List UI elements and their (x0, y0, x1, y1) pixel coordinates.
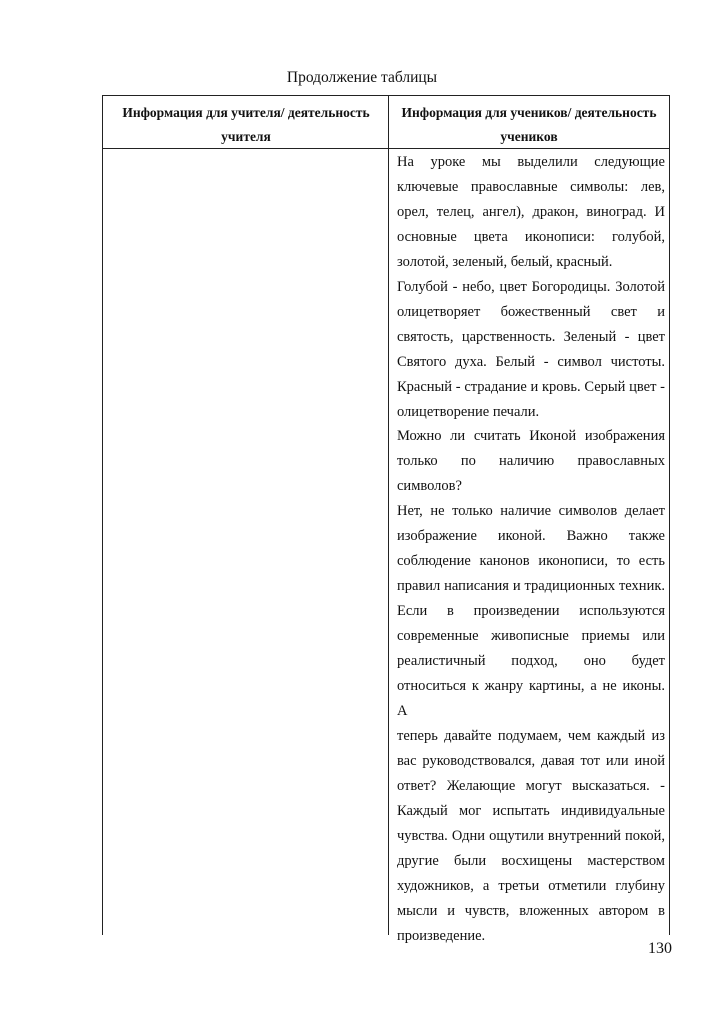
column-divider (388, 96, 389, 935)
text-line: произведение. (397, 927, 486, 944)
header-students: Информация для учеников/ деятельность учеников (401, 105, 657, 144)
text-line: Красный - страдание и кровь. Серый цвет - (397, 378, 665, 395)
text-line: чувства. Одни ощутили внутренний покой, (397, 827, 665, 844)
table-caption: Продолжение таблицы (286, 69, 438, 86)
text-line: художников, а третьи отметили глубину (397, 877, 665, 894)
text-line: современные живописные приемы или (397, 628, 665, 645)
text-line: вас руководствовался, давая тот или иной (397, 752, 665, 769)
text-line: символов? (397, 478, 462, 495)
text-line: ключевые православные символы: лев, (397, 178, 665, 195)
text-line: только по наличию православных (397, 453, 665, 470)
text-line: Каждый мог испытать индивидуальные (397, 802, 665, 819)
text-line: теперь давайте подумаем, чем каждый из (397, 727, 665, 744)
text-line: другие были восхищены мастерством (397, 852, 665, 869)
text-line: Можно ли считать Иконой изображения (397, 428, 665, 445)
text-line: изображение иконой. Важно также (397, 528, 665, 545)
text-line: реалистичный подход, оно будет (397, 653, 665, 670)
text-line: Если в произведении используются (397, 603, 665, 620)
text-line: основные цвета иконописи: голубой, (397, 228, 665, 245)
text-line: соблюдение канонов иконописи, то есть (397, 553, 665, 570)
text-line: святость, царственность. Зеленый - цвет (397, 328, 665, 345)
text-line: олицетворение печали. (397, 403, 540, 420)
text-line: орел, телец, ангел), дракон, виноград. И (397, 203, 665, 220)
table-header-row (103, 96, 669, 149)
text-line: На уроке мы выделили следующие (397, 154, 665, 170)
text-line: правил написания и традиционных техник. (397, 578, 665, 595)
text-line: олицетворяет божественный свет и (397, 303, 665, 320)
text-line: мысли и чувств, вложенных автором в (397, 902, 665, 919)
text-line: Голубой - небо, цвет Богородицы. Золотой (397, 278, 665, 295)
text-line: ответ? Желающие могут высказаться. - (397, 777, 665, 794)
header-teacher: Информация для учителя/ деятельность учителя (122, 105, 370, 144)
text-line: Святого духа. Белый - символ чистоты. (397, 353, 665, 370)
text-line: золотой, зеленый, белый, красный. (397, 253, 613, 270)
students-cell (397, 150, 665, 949)
text-line: относиться к жанру картины, а не иконы. А (397, 678, 665, 719)
page-number: 130 (648, 940, 672, 957)
text-line: Нет, не только наличие символов делает (397, 503, 665, 520)
lesson-table (102, 95, 670, 944)
